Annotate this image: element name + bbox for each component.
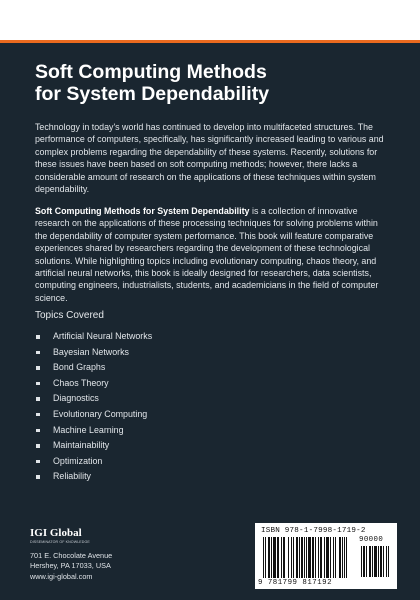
square-bullet-icon bbox=[36, 382, 40, 386]
topic-item bbox=[35, 454, 152, 470]
topic-item bbox=[35, 423, 152, 439]
square-bullet-icon bbox=[36, 460, 40, 464]
address-city: Hershey, PA 17033, USA bbox=[30, 561, 111, 571]
description-paragraph bbox=[35, 205, 390, 304]
topic-item bbox=[35, 376, 152, 392]
topic-item bbox=[35, 407, 152, 423]
topic-label: Optimization bbox=[53, 455, 103, 466]
book-title bbox=[35, 61, 395, 105]
logo-wordmark: IGI Global bbox=[30, 527, 82, 539]
square-bullet-icon bbox=[36, 397, 40, 401]
topic-label: Diagnostics bbox=[53, 393, 99, 404]
topic-label: Machine Learning bbox=[53, 424, 124, 435]
book-title-line-1: Soft Computing Methods bbox=[35, 61, 267, 83]
topic-label: Reliability bbox=[53, 471, 91, 482]
description-book-title: Soft Computing Methods for System Dependability bbox=[35, 206, 250, 216]
square-bullet-icon bbox=[36, 335, 40, 339]
topics-list bbox=[35, 329, 152, 485]
publisher-address bbox=[30, 551, 112, 582]
barcode-number: 9 781799 817192 bbox=[258, 579, 333, 587]
topic-item bbox=[35, 438, 152, 454]
topic-label: Evolutionary Computing bbox=[53, 408, 148, 419]
square-bullet-icon bbox=[36, 444, 40, 448]
isbn-label: ISBN 978-1-7998-1719-2 bbox=[261, 527, 366, 535]
logo-tagline: DISSEMINATOR OF KNOWLEDGE bbox=[30, 540, 90, 544]
topic-item bbox=[35, 345, 152, 361]
topic-item bbox=[35, 469, 152, 485]
topic-item bbox=[35, 391, 152, 407]
topic-label: Bond Graphs bbox=[53, 362, 106, 373]
price-code: 90000 bbox=[359, 536, 384, 544]
square-bullet-icon bbox=[36, 366, 40, 370]
cover-panel bbox=[0, 43, 420, 600]
square-bullet-icon bbox=[36, 413, 40, 417]
publisher-website: www.igi-global.com bbox=[30, 571, 93, 581]
top-white-band bbox=[0, 0, 420, 43]
topics-heading: Topics Covered bbox=[35, 310, 104, 321]
igi-global-logo bbox=[30, 527, 90, 551]
isbn-barcode bbox=[255, 523, 397, 589]
topic-label: Artificial Neural Networks bbox=[53, 331, 153, 341]
book-title-line-2: for System Dependability bbox=[35, 83, 270, 105]
topic-label: Bayesian Networks bbox=[53, 346, 129, 357]
square-bullet-icon bbox=[36, 475, 40, 479]
topic-label: Chaos Theory bbox=[53, 377, 109, 388]
square-bullet-icon bbox=[36, 429, 40, 433]
topic-item bbox=[35, 360, 152, 376]
topic-label: Maintainability bbox=[53, 440, 110, 451]
description-text: is a collection of innovative research on the applications of these processing techniques for solving problems within the dependability of computer system performance. This book will feature comparative experiences shared by researchers regarding the development of these technological solutions. While highlighting topics including evolutionary computing, chaos theory, and artificial neural networks, this book is ideally designed for researchers, data scientists, computing engineers, industrialists, students, and academicians in the field of computer science. bbox=[35, 206, 379, 303]
topic-item bbox=[35, 329, 152, 345]
address-street: 701 E. Chocolate Avenue bbox=[30, 551, 113, 560]
intro-paragraph: Technology in today's world has continued to develop into multifaceted structures. The performance of computers, specifically, has significantly increased leading to various and complex problems regarding the dependability of these systems. Recently, solutions for these issues have been based on soft computing methods; however, there lacks a considerable amount of research on the applications of these techniques within system dependability. bbox=[35, 122, 384, 195]
square-bullet-icon bbox=[36, 351, 40, 355]
